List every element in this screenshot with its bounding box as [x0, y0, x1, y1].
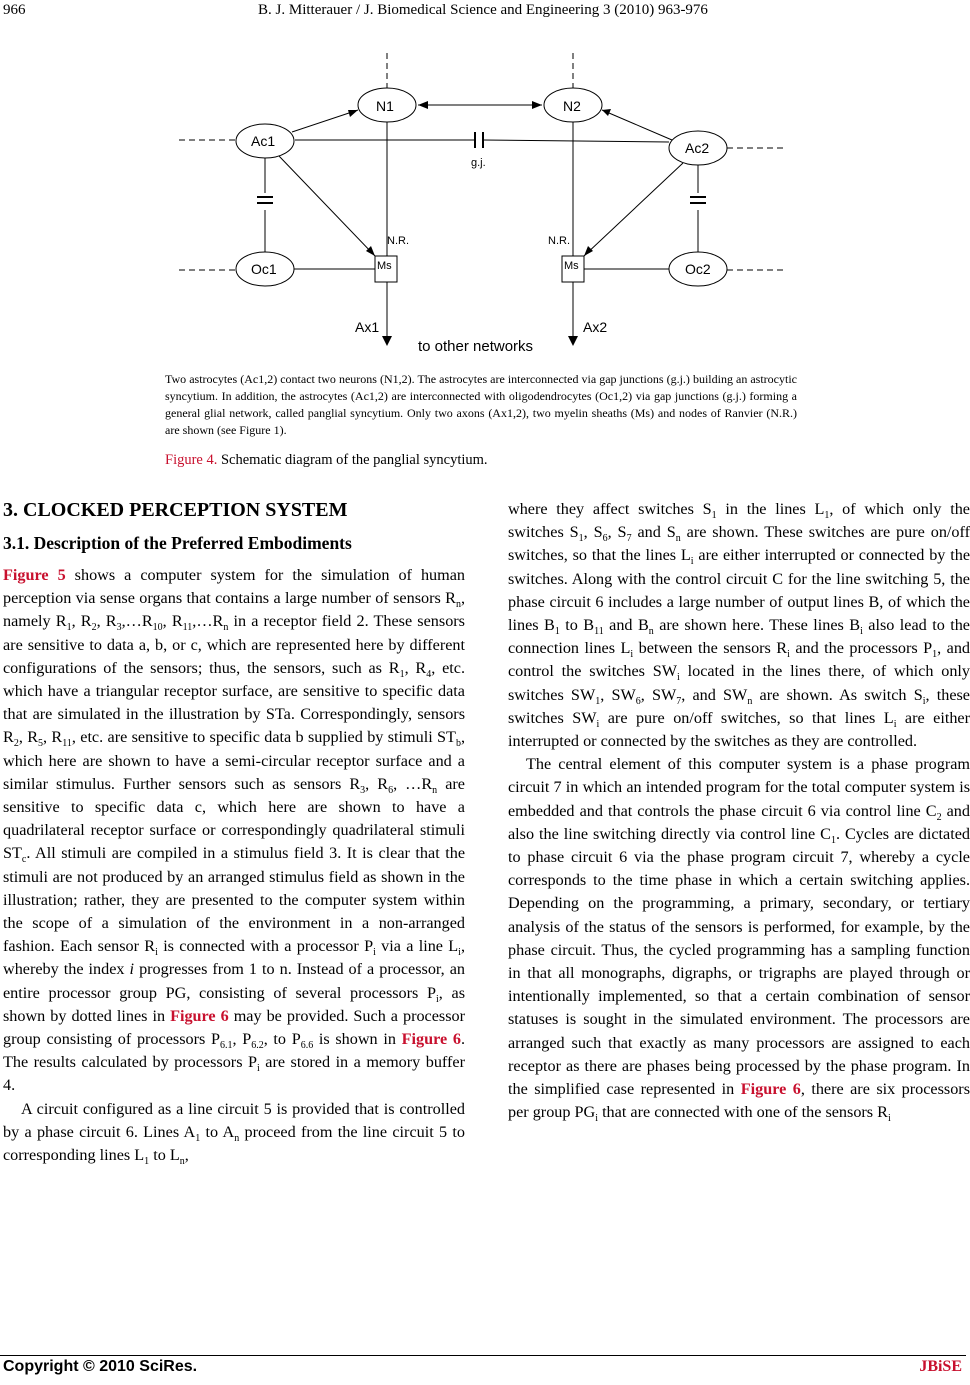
ms1-label: Ms: [377, 260, 392, 272]
n2-label: N2: [563, 98, 581, 114]
arrow-ac2-n2: [602, 109, 611, 116]
figure-6-link-3[interactable]: Figure 6: [740, 1080, 801, 1099]
paragraph-2: A circuit configured as a line circuit 5 is provided that is controlled by a phase circuit 6. Lines $A_1$ to $A_n$ proceed from the line circuit 5 to corresponding lines $L_1$ to $L_n$,: [3, 1099, 465, 1168]
panglial-syncytium-diagram: [175, 48, 795, 358]
arrow-ac2-ms2: [584, 246, 593, 256]
n1-label: N1: [376, 98, 394, 114]
page-number: 966: [3, 2, 26, 18]
section-subheading: 3.1. Description of the Preferred Embodiments: [3, 533, 352, 553]
figure-4-diagram: [175, 48, 795, 358]
journal-name: JBiSE: [919, 1358, 962, 1375]
oc2-label: Oc2: [685, 261, 711, 277]
ms2-label: Ms: [564, 260, 579, 272]
gap-junction-label: g.j.: [471, 157, 486, 169]
figure-5-link[interactable]: Figure 5: [3, 566, 66, 584]
left-column: [3, 498, 465, 1167]
arrow-ax2: [568, 336, 578, 346]
arrow-n2-n1: [418, 101, 428, 109]
networks-label: to other networks: [418, 338, 534, 355]
copyright-notice: Copyright © 2010 SciRes.: [3, 1358, 198, 1375]
arrow-ac1-n1: [348, 110, 358, 117]
arrow-ax1: [382, 336, 392, 346]
ac2-n2-link: [602, 110, 672, 140]
oc1-label: Oc1: [251, 261, 277, 277]
arrow-n1-n2: [532, 101, 542, 109]
right-column: [508, 498, 970, 1124]
figure-6-link-2[interactable]: Figure 6: [401, 1030, 461, 1049]
running-title: B. J. Mitterauer / J. Biomedical Science and Engineering 3 (2010) 963-976: [258, 2, 708, 18]
figure-6-link[interactable]: Figure 6: [170, 1006, 229, 1025]
ac1-ms1-link: [279, 156, 375, 256]
paragraph-1: Figure 5 shows a computer system for the simulation of human perception via sense organs that contains a large number of sensors $R_n$, namely $R_1$, $R_2$, $R_3,\dots R_{10}$, $R_{11},\dots R_n$ in a receptor field 2. These sensors are sensitive to data a, b, or c, which are represented here by different configurations of the sensors; thus, the sensors, such as $R_1$, $R_4$, etc. which have a triangular receptor surface, are sensitive to specific data that are simulated in the illustration by STa. Correspondingly, sensors $R_2$, $R_5$, $R_{11}$, etc. are sensitive to specific data b supplied by stimuli $ST_b$, which here are shown to have a semi-circular receptor surface and a similar stimulus. Further sensors such as sensors $R_3$, $R_6$, $\dots R_n$ are sensitive to specific data c, which here are shown to have a quadrilateral receptor surface or correspondingly quadrilateral stimuli $ST_c$. All stimuli are compiled in a stimulus field 3. It is clear that the stimuli are not produced by an arranged stimulus field as shown in the illustration; rather, they are presented to the computer system within the scope of a simulation of the environment in a non-arranged fashion. Each sensor $R_i$ is connected with a processor $P_i$ via a line $L_i$, whereby the index i progresses from 1 to n. Instead of a processor, an entire processor group PG, consisting of several processors $P_i$, as shown by dotted lines in Figure 6 may be provided. Such a processor group consisting of processors $P_{6.1}$, $P_{6.2}$, to $P_{6.6}$ is shown in Figure 6. The results calculated by processors $P_i$ are stored in a memory buffer 4.: [3, 566, 466, 1095]
page-footer: [0, 1355, 966, 1379]
ac2-ms2-link: [584, 163, 683, 256]
section-heading: 3. CLOCKED PERCEPTION SYSTEM: [3, 499, 348, 521]
figure-title-label: Figure 4.: [165, 452, 218, 468]
paragraph-3: where they affect switches $S_1$ in the lines $L_1$, of which only the switches $S_1$, $S_6$, $S_7$ and $S_n$ are shown. These switches are pure on/off switches, so that the lines $L_i$ are either interrupted or connected by the switches. Along with the control circuit C for the line switching 5, the phase circuit 6 includes a large number of output lines B, of which the lines $B_1$ to $B_{11}$ and $B_n$ are shown here. These lines $B_i$ also lead to the connection lines $L_i$ between the sensors $R_i$ and the processors $P_1$, and control the switches $SW_i$ located in the lines there, of which only switches $SW_1$, $SW_6$, $SW_7$, and $SW_n$ are shown. As switch $S_i$, these switches $SW_i$ are pure on/off switches, so that lines $L_i$ are either interrupted or connected by the switches as they are controlled.: [508, 500, 970, 751]
astrocyte-link-right: [483, 140, 669, 142]
figure-title-text: Schematic diagram of the panglial syncytium.: [217, 452, 488, 468]
ac1-label: Ac1: [251, 133, 276, 149]
paragraph-4: The central element of this computer system is a phase program circuit 7 in which an intended program for the total computer system is embedded and that controls the phase circuit 6 via control line $C_2$ and also the line switching directly via control line $C_1$. Cycles are dictated to phase circuit 6 via the phase program circuit 7, whereby a cycle corresponds to the time phase in which a certain switching applies. Depending on the programming, a primary, secondary, or tertiary analysis of the status of the sensors is performed, for example, by the phase circuit. Thus, the cycled programming has a sampling function in that all monographs, digraphs, or trigraphs are played through or intentionally implemented, so that a certain combination of sensor statuses is sought in the simulated environment. The processors are arranged such that exactly as many processors are assigned to each receptor as there are phases being processed by the phase program. In the simplified case represented in Figure 6, there are six processors per group $PG_i$ that are connected with one of the sensors $R_i$: [508, 755, 970, 1125]
nr2-label: N.R.: [548, 235, 570, 247]
nr1-label: N.R.: [387, 235, 409, 247]
ax2-label: Ax2: [583, 319, 608, 335]
ax1-label: Ax1: [355, 319, 380, 335]
ac1-n1-link: [292, 110, 358, 132]
figure-caption: Two astrocytes (Ac1,2) contact two neurons (N1,2). The astrocytes are interconnected via gap junctions (g.j.) building an astrocytic syncytium. In addition, the astrocytes (Ac1,2) are interconnected with oligodendrocytes (Oc1,2) via gap junctions (g.j.) forming a general glial network, called panglial syncytium. Only two axons (Ax1,2), two myelin sheaths (Ms) and nodes of Ranvier (N.R.) are shown (see Figure 1).: [165, 372, 797, 437]
ac2-label: Ac2: [685, 140, 710, 156]
running-header: [0, 0, 966, 22]
figure-title: [165, 452, 488, 469]
footer-rule: [0, 1355, 966, 1356]
